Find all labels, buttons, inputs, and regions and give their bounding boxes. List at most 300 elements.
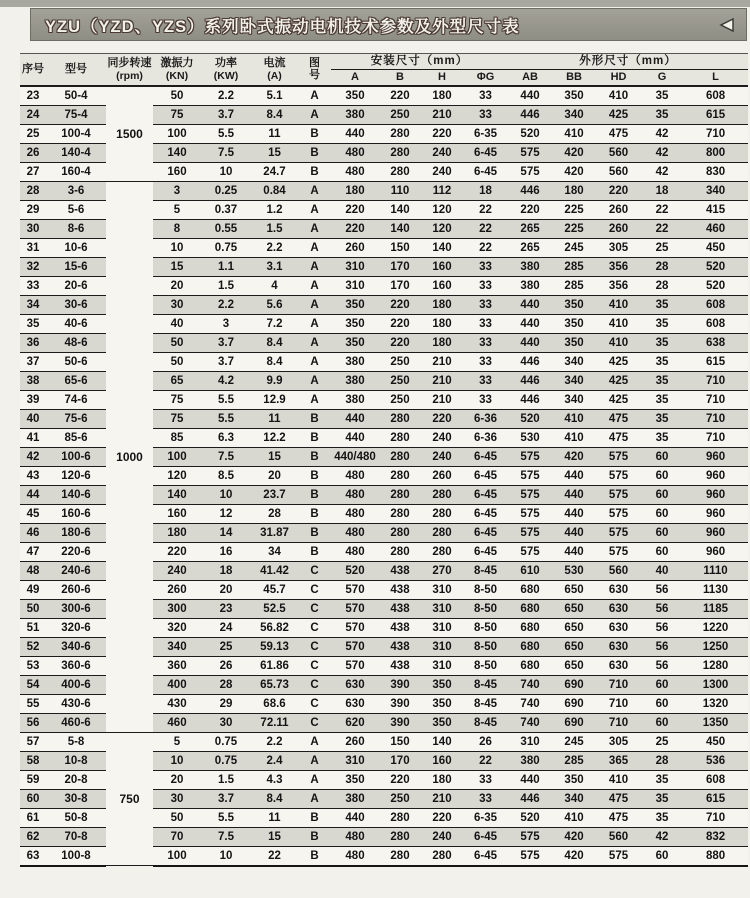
cell-dim-l: 960 xyxy=(683,542,748,561)
cell-dim-a: 310 xyxy=(331,751,379,770)
cell-serial: 27 xyxy=(20,162,46,181)
cell-current: 28 xyxy=(251,504,298,523)
cell-dim-l: 1220 xyxy=(683,618,748,637)
cell-force: 15 xyxy=(153,257,201,276)
cell-dim-h: 180 xyxy=(421,314,463,333)
cell-serial: 50 xyxy=(20,599,46,618)
cell-figure: A xyxy=(298,219,331,238)
cell-dim-a: 570 xyxy=(331,599,379,618)
cell-dim-g: 60 xyxy=(641,542,683,561)
cell-model: 100-8 xyxy=(46,846,106,866)
cell-dim-a: 630 xyxy=(331,675,379,694)
cell-dim-l: 450 xyxy=(683,238,748,257)
cell-dim-ab: 680 xyxy=(508,618,552,637)
cell-dim-hd: 560 xyxy=(596,561,641,580)
cell-dim-ab: 446 xyxy=(508,371,552,390)
cell-dim-h: 280 xyxy=(421,542,463,561)
cell-dim-ab: 520 xyxy=(508,808,552,827)
cell-dim-b: 280 xyxy=(379,409,421,428)
cell-dim-g: 22 xyxy=(641,200,683,219)
cell-dim-a: 480 xyxy=(331,846,379,866)
cell-dim-h: 160 xyxy=(421,257,463,276)
cell-current: 56.82 xyxy=(251,618,298,637)
cell-power: 10 xyxy=(201,846,251,866)
cell-dim-phig: 8-45 xyxy=(463,694,508,713)
cell-dim-phig: 6-36 xyxy=(463,409,508,428)
cell-serial: 31 xyxy=(20,238,46,257)
cell-force: 65 xyxy=(153,371,201,390)
cell-current: 8.4 xyxy=(251,105,298,124)
cell-dim-ab: 575 xyxy=(508,466,552,485)
cell-dim-l: 710 xyxy=(683,371,748,390)
cell-dim-b: 280 xyxy=(379,124,421,143)
cell-dim-h: 350 xyxy=(421,694,463,713)
cell-current: 5.6 xyxy=(251,295,298,314)
cell-dim-bb: 410 xyxy=(552,808,596,827)
cell-power: 26 xyxy=(201,656,251,675)
cell-dim-l: 1300 xyxy=(683,675,748,694)
cell-dim-bb: 225 xyxy=(552,219,596,238)
cell-dim-b: 390 xyxy=(379,694,421,713)
cell-serial: 49 xyxy=(20,580,46,599)
cell-model: 180-6 xyxy=(46,523,106,542)
cell-dim-phig: 6-35 xyxy=(463,808,508,827)
cell-dim-phig: 33 xyxy=(463,352,508,371)
cell-dim-phig: 33 xyxy=(463,371,508,390)
cell-dim-bb: 440 xyxy=(552,542,596,561)
cell-dim-b: 280 xyxy=(379,523,421,542)
header-dim-g: G xyxy=(641,70,683,86)
cell-dim-ab: 680 xyxy=(508,580,552,599)
cell-force: 85 xyxy=(153,428,201,447)
cell-dim-h: 280 xyxy=(421,485,463,504)
cell-dim-b: 140 xyxy=(379,200,421,219)
cell-serial: 48 xyxy=(20,561,46,580)
cell-dim-g: 35 xyxy=(641,409,683,428)
cell-dim-h: 310 xyxy=(421,599,463,618)
cell-dim-phig: 8-50 xyxy=(463,599,508,618)
cell-dim-hd: 630 xyxy=(596,618,641,637)
cell-power: 16 xyxy=(201,542,251,561)
cell-dim-g: 60 xyxy=(641,466,683,485)
cell-dim-b: 250 xyxy=(379,105,421,124)
cell-serial: 25 xyxy=(20,124,46,143)
cell-dim-phig: 8-45 xyxy=(463,713,508,732)
cell-serial: 57 xyxy=(20,732,46,751)
cell-figure: C xyxy=(298,694,331,713)
cell-dim-a: 480 xyxy=(331,466,379,485)
cell-dim-hd: 630 xyxy=(596,656,641,675)
cell-dim-h: 280 xyxy=(421,504,463,523)
cell-dim-hd: 425 xyxy=(596,105,641,124)
cell-dim-ab: 680 xyxy=(508,599,552,618)
cell-current: 22 xyxy=(251,846,298,866)
cell-dim-g: 60 xyxy=(641,504,683,523)
cell-dim-a: 620 xyxy=(331,713,379,732)
cell-dim-h: 240 xyxy=(421,827,463,846)
cell-current: 52.5 xyxy=(251,599,298,618)
cell-dim-g: 56 xyxy=(641,656,683,675)
cell-figure: A xyxy=(298,105,331,124)
cell-dim-l: 880 xyxy=(683,846,748,866)
cell-dim-hd: 410 xyxy=(596,333,641,352)
cell-figure: A xyxy=(298,732,331,751)
cell-dim-bb: 340 xyxy=(552,371,596,390)
cell-dim-h: 120 xyxy=(421,200,463,219)
cell-force: 50 xyxy=(153,86,201,106)
cell-dim-a: 380 xyxy=(331,789,379,808)
cell-current: 61.86 xyxy=(251,656,298,675)
cell-power: 12 xyxy=(201,504,251,523)
cell-dim-bb: 650 xyxy=(552,580,596,599)
cell-current: 31.87 xyxy=(251,523,298,542)
cell-model: 50-8 xyxy=(46,808,106,827)
cell-dim-h: 350 xyxy=(421,675,463,694)
cell-dim-l: 608 xyxy=(683,86,748,106)
cell-dim-b: 280 xyxy=(379,447,421,466)
cell-dim-l: 615 xyxy=(683,789,748,808)
cell-model: 5-6 xyxy=(46,200,106,219)
cell-dim-g: 42 xyxy=(641,124,683,143)
cell-dim-b: 250 xyxy=(379,371,421,390)
cell-figure: A xyxy=(298,238,331,257)
cell-dim-hd: 425 xyxy=(596,390,641,409)
cell-model: 10-8 xyxy=(46,751,106,770)
cell-model: 75-4 xyxy=(46,105,106,124)
cell-dim-ab: 380 xyxy=(508,751,552,770)
cell-dim-a: 440 xyxy=(331,808,379,827)
cell-figure: B xyxy=(298,846,331,866)
cell-dim-g: 56 xyxy=(641,599,683,618)
cell-figure: A xyxy=(298,200,331,219)
cell-dim-h: 210 xyxy=(421,371,463,390)
cell-current: 9.9 xyxy=(251,371,298,390)
cell-dim-phig: 6-45 xyxy=(463,523,508,542)
cell-model: 460-6 xyxy=(46,713,106,732)
cell-dim-phig: 22 xyxy=(463,238,508,257)
cell-dim-l: 460 xyxy=(683,219,748,238)
cell-dim-b: 280 xyxy=(379,808,421,827)
cell-current: 8.4 xyxy=(251,789,298,808)
cell-serial: 28 xyxy=(20,181,46,200)
cell-force: 10 xyxy=(153,238,201,257)
cell-dim-bb: 340 xyxy=(552,352,596,371)
cell-dim-a: 310 xyxy=(331,276,379,295)
cell-serial: 55 xyxy=(20,694,46,713)
cell-dim-phig: 22 xyxy=(463,751,508,770)
cell-dim-ab: 440 xyxy=(508,314,552,333)
cell-figure: A xyxy=(298,770,331,789)
cell-dim-g: 60 xyxy=(641,846,683,866)
cell-force: 50 xyxy=(153,352,201,371)
cell-model: 8-6 xyxy=(46,219,106,238)
cell-dim-bb: 350 xyxy=(552,333,596,352)
cell-dim-ab: 610 xyxy=(508,561,552,580)
cell-dim-h: 240 xyxy=(421,143,463,162)
cell-figure: A xyxy=(298,257,331,276)
cell-dim-hd: 575 xyxy=(596,846,641,866)
cell-power: 3.7 xyxy=(201,333,251,352)
cell-serial: 37 xyxy=(20,352,46,371)
cell-power: 6.3 xyxy=(201,428,251,447)
cell-dim-phig: 6-45 xyxy=(463,504,508,523)
cell-dim-b: 280 xyxy=(379,846,421,866)
cell-power: 8.5 xyxy=(201,466,251,485)
cell-dim-hd: 305 xyxy=(596,238,641,257)
cell-power: 5.5 xyxy=(201,409,251,428)
cell-force: 3 xyxy=(153,181,201,200)
cell-dim-a: 350 xyxy=(331,314,379,333)
cell-dim-g: 35 xyxy=(641,295,683,314)
cell-dim-a: 480 xyxy=(331,143,379,162)
cell-force: 8 xyxy=(153,219,201,238)
cell-dim-l: 960 xyxy=(683,466,748,485)
cell-figure: B xyxy=(298,124,331,143)
cell-dim-phig: 26 xyxy=(463,732,508,751)
cell-model: 100-4 xyxy=(46,124,106,143)
scan-edge-strip xyxy=(0,0,750,7)
cell-dim-h: 220 xyxy=(421,409,463,428)
cell-dim-g: 42 xyxy=(641,143,683,162)
cell-serial: 54 xyxy=(20,675,46,694)
cell-serial: 42 xyxy=(20,447,46,466)
cell-dim-phig: 6-45 xyxy=(463,143,508,162)
cell-dim-phig: 22 xyxy=(463,200,508,219)
cell-dim-h: 120 xyxy=(421,219,463,238)
cell-dim-hd: 410 xyxy=(596,295,641,314)
cell-dim-b: 250 xyxy=(379,789,421,808)
cell-model: 120-6 xyxy=(46,466,106,485)
cell-current: 20 xyxy=(251,466,298,485)
cell-dim-ab: 440 xyxy=(508,295,552,314)
cell-serial: 34 xyxy=(20,295,46,314)
cell-dim-l: 710 xyxy=(683,390,748,409)
cell-force: 160 xyxy=(153,162,201,181)
cell-power: 5.5 xyxy=(201,390,251,409)
cell-dim-l: 608 xyxy=(683,314,748,333)
cell-dim-a: 630 xyxy=(331,694,379,713)
header-power: 功率 (KW) xyxy=(201,54,251,86)
cell-force: 120 xyxy=(153,466,201,485)
cell-dim-hd: 260 xyxy=(596,219,641,238)
cell-dim-h: 160 xyxy=(421,751,463,770)
cell-dim-h: 240 xyxy=(421,428,463,447)
cell-power: 10 xyxy=(201,162,251,181)
cell-power: 28 xyxy=(201,675,251,694)
cell-serial: 36 xyxy=(20,333,46,352)
cell-dim-ab: 575 xyxy=(508,143,552,162)
cell-dim-a: 440 xyxy=(331,124,379,143)
cell-power: 3 xyxy=(201,314,251,333)
cell-dim-b: 280 xyxy=(379,428,421,447)
cell-figure: A xyxy=(298,789,331,808)
cell-dim-b: 150 xyxy=(379,238,421,257)
cell-figure: B xyxy=(298,523,331,542)
cell-model: 160-4 xyxy=(46,162,106,181)
cell-figure: A xyxy=(298,276,331,295)
cell-dim-phig: 33 xyxy=(463,86,508,106)
cell-dim-g: 22 xyxy=(641,219,683,238)
cell-dim-a: 480 xyxy=(331,504,379,523)
cell-dim-bb: 440 xyxy=(552,504,596,523)
cell-power: 10 xyxy=(201,485,251,504)
cell-figure: B xyxy=(298,466,331,485)
cell-dim-g: 60 xyxy=(641,485,683,504)
cell-dim-bb: 285 xyxy=(552,276,596,295)
cell-dim-bb: 690 xyxy=(552,675,596,694)
cell-dim-g: 42 xyxy=(641,162,683,181)
cell-dim-a: 180 xyxy=(331,181,379,200)
cell-force: 20 xyxy=(153,276,201,295)
cell-model: 30-8 xyxy=(46,789,106,808)
cell-dim-b: 438 xyxy=(379,561,421,580)
cell-dim-phig: 6-45 xyxy=(463,827,508,846)
cell-figure: A xyxy=(298,371,331,390)
cell-dim-phig: 8-50 xyxy=(463,580,508,599)
cell-dim-bb: 420 xyxy=(552,447,596,466)
cell-model: 340-6 xyxy=(46,637,106,656)
cell-dim-b: 438 xyxy=(379,656,421,675)
cell-dim-g: 60 xyxy=(641,694,683,713)
cell-dim-bb: 340 xyxy=(552,390,596,409)
cell-power: 3.7 xyxy=(201,105,251,124)
cell-dim-bb: 245 xyxy=(552,732,596,751)
cell-dim-g: 35 xyxy=(641,371,683,390)
cell-dim-l: 520 xyxy=(683,276,748,295)
cell-dim-hd: 630 xyxy=(596,580,641,599)
cell-dim-hd: 575 xyxy=(596,466,641,485)
cell-figure: B xyxy=(298,827,331,846)
cell-dim-a: 220 xyxy=(331,219,379,238)
cell-serial: 35 xyxy=(20,314,46,333)
cell-force: 5 xyxy=(153,732,201,751)
cell-dim-a: 350 xyxy=(331,770,379,789)
cell-force: 5 xyxy=(153,200,201,219)
cell-dim-g: 35 xyxy=(641,86,683,106)
cell-dim-h: 140 xyxy=(421,238,463,257)
cell-dim-ab: 310 xyxy=(508,732,552,751)
cell-current: 65.73 xyxy=(251,675,298,694)
cell-dim-ab: 575 xyxy=(508,447,552,466)
cell-dim-b: 250 xyxy=(379,390,421,409)
cell-model: 430-6 xyxy=(46,694,106,713)
cell-dim-l: 960 xyxy=(683,447,748,466)
header-dim-hd: HD xyxy=(596,70,641,86)
cell-dim-bb: 285 xyxy=(552,257,596,276)
cell-dim-g: 60 xyxy=(641,713,683,732)
cell-dim-hd: 560 xyxy=(596,162,641,181)
cell-dim-l: 960 xyxy=(683,504,748,523)
cell-dim-ab: 440 xyxy=(508,770,552,789)
cell-figure: C xyxy=(298,656,331,675)
cell-figure: A xyxy=(298,751,331,770)
cell-serial: 45 xyxy=(20,504,46,523)
cell-dim-hd: 475 xyxy=(596,124,641,143)
cell-dim-h: 280 xyxy=(421,523,463,542)
cell-dim-b: 280 xyxy=(379,827,421,846)
cell-serial: 59 xyxy=(20,770,46,789)
cell-dim-bb: 410 xyxy=(552,428,596,447)
cell-dim-bb: 410 xyxy=(552,124,596,143)
cell-dim-g: 28 xyxy=(641,276,683,295)
cell-serial: 53 xyxy=(20,656,46,675)
cell-dim-hd: 475 xyxy=(596,428,641,447)
cell-dim-bb: 650 xyxy=(552,618,596,637)
cell-force: 100 xyxy=(153,447,201,466)
cell-dim-hd: 710 xyxy=(596,675,641,694)
cell-power: 0.75 xyxy=(201,238,251,257)
cell-dim-ab: 575 xyxy=(508,162,552,181)
cell-dim-l: 1130 xyxy=(683,580,748,599)
cell-power: 23 xyxy=(201,599,251,618)
cell-dim-bb: 440 xyxy=(552,523,596,542)
cell-power: 25 xyxy=(201,637,251,656)
cell-figure: B xyxy=(298,542,331,561)
cell-dim-h: 270 xyxy=(421,561,463,580)
cell-dim-a: 440 xyxy=(331,409,379,428)
cell-dim-l: 1250 xyxy=(683,637,748,656)
cell-dim-h: 180 xyxy=(421,86,463,106)
cell-model: 320-6 xyxy=(46,618,106,637)
cell-dim-h: 180 xyxy=(421,770,463,789)
cell-power: 30 xyxy=(201,713,251,732)
cell-serial: 30 xyxy=(20,219,46,238)
cell-dim-phig: 33 xyxy=(463,105,508,124)
cell-dim-a: 480 xyxy=(331,827,379,846)
cell-power: 0.75 xyxy=(201,732,251,751)
cell-dim-h: 310 xyxy=(421,637,463,656)
cell-current: 0.84 xyxy=(251,181,298,200)
cell-power: 20 xyxy=(201,580,251,599)
cell-dim-ab: 380 xyxy=(508,276,552,295)
cell-dim-g: 25 xyxy=(641,238,683,257)
cell-power: 5.5 xyxy=(201,124,251,143)
cell-dim-b: 280 xyxy=(379,542,421,561)
cell-dim-a: 380 xyxy=(331,105,379,124)
cell-dim-bb: 650 xyxy=(552,637,596,656)
cell-dim-bb: 440 xyxy=(552,485,596,504)
cell-dim-ab: 446 xyxy=(508,181,552,200)
cell-dim-ab: 446 xyxy=(508,789,552,808)
back-triangle-icon[interactable] xyxy=(718,17,736,33)
cell-dim-b: 438 xyxy=(379,599,421,618)
cell-dim-phig: 18 xyxy=(463,181,508,200)
cell-dim-bb: 225 xyxy=(552,200,596,219)
cell-model: 160-6 xyxy=(46,504,106,523)
cell-model: 48-6 xyxy=(46,333,106,352)
cell-dim-hd: 410 xyxy=(596,314,641,333)
cell-figure: B xyxy=(298,485,331,504)
cell-dim-b: 438 xyxy=(379,618,421,637)
cell-dim-phig: 6-45 xyxy=(463,485,508,504)
cell-dim-b: 280 xyxy=(379,143,421,162)
cell-dim-bb: 440 xyxy=(552,466,596,485)
cell-serial: 39 xyxy=(20,390,46,409)
cell-dim-g: 35 xyxy=(641,428,683,447)
cell-current: 4 xyxy=(251,276,298,295)
cell-model: 140-6 xyxy=(46,485,106,504)
cell-dim-bb: 420 xyxy=(552,143,596,162)
cell-dim-bb: 650 xyxy=(552,656,596,675)
cell-current: 12.9 xyxy=(251,390,298,409)
cell-serial: 52 xyxy=(20,637,46,656)
table-body xyxy=(20,86,748,866)
cell-dim-h: 210 xyxy=(421,105,463,124)
cell-model: 400-6 xyxy=(46,675,106,694)
cell-serial: 32 xyxy=(20,257,46,276)
cell-force: 30 xyxy=(153,295,201,314)
cell-dim-ab: 440 xyxy=(508,86,552,106)
